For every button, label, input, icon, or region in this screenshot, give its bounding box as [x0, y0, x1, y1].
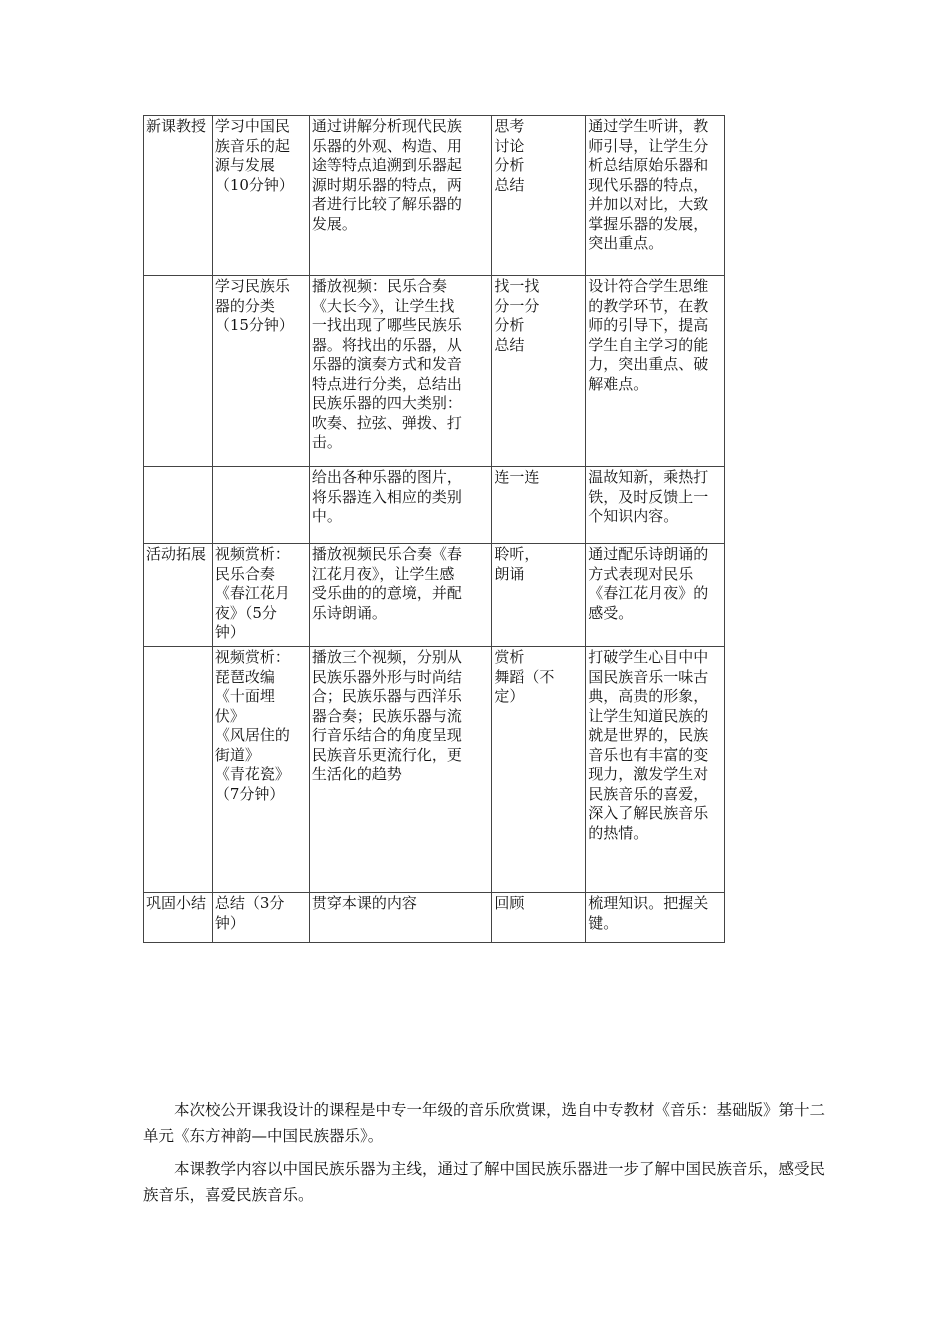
content-cell: 学习中国民 族音乐的起 源与发展 （10分钟） — [212, 116, 309, 276]
table-row — [144, 544, 725, 647]
content-cell: 视频赏析： 民乐合奏 《春江花月 夜》（5分 钟） — [212, 544, 309, 647]
student-activity-cell: 赏析 舞蹈（不 定） — [492, 647, 586, 893]
body-paragraph: 本次校公开课我设计的课程是中专一年级的音乐欣赏课，选自中专教材《音乐：基础版》第十二单元《东方神韵—中国民族器乐》。 — [143, 1101, 826, 1145]
student-activity-cell: 聆听， 朗诵 — [492, 544, 586, 647]
design-intent-cell: 梳理知识。把握关 键。 — [586, 893, 725, 943]
table-row — [144, 647, 725, 893]
content-cell: 学习民族乐 器的分类 （15分钟） — [212, 276, 309, 467]
content-cell: 视频赏析： 琵琶改编 《十面埋 伏》 《风居住的 街道》 《青花瓷》 （7分钟） — [212, 647, 309, 893]
table-row — [144, 276, 725, 467]
table-row — [144, 467, 725, 544]
content-cell: 总结（3分 钟） — [212, 893, 309, 943]
content-cell — [212, 467, 309, 544]
student-activity-cell: 回顾 — [492, 893, 586, 943]
design-intent-cell: 温故知新，乘热打 铁，及时反馈上一 个知识内容。 — [586, 467, 725, 544]
stage-cell — [144, 467, 213, 544]
design-intent-cell: 通过配乐诗朗诵的 方式表现对民乐 《春江花月夜》的 感受。 — [586, 544, 725, 647]
student-activity-cell: 找一找 分一分 分析 总结 — [492, 276, 586, 467]
table-row — [144, 116, 725, 276]
student-activity-cell: 思考 讨论 分析 总结 — [492, 116, 586, 276]
stage-cell: 巩固小结 — [144, 893, 213, 943]
teacher-activity-cell: 通过讲解分析现代民族 乐器的外观、构造、用 途等特点追溯到乐器起 源时期乐器的特点，两 者进行比较了解乐器的 发展。 — [309, 116, 492, 276]
stage-cell — [144, 647, 213, 893]
design-intent-cell: 打破学生心目中中 国民族音乐一味古 典，高贵的形象， 让学生知道民族的 就是世界的，民族 音乐也有丰富的变 现力，激发学生对 民族音乐的喜爱， 深入了解民族音乐 的热情。 — [586, 647, 725, 893]
design-intent-cell: 通过学生听讲，教 师引导，让学生分 析总结原始乐器和 现代乐器的特点， 并加以对比，大致 掌握乐器的发展， 突出重点。 — [586, 116, 725, 276]
stage-cell: 新课教授 — [144, 116, 213, 276]
teacher-activity-cell: 播放视频：民乐合奏 《大长今》，让学生找 一找出现了哪些民族乐 器。将找出的乐器，从 乐器的演奏方式和发音 特点进行分类，总结出 民族乐器的四大类别： 吹奏、拉弦、弹拨、打 击。 — [309, 276, 492, 467]
teacher-activity-cell: 给出各种乐器的图片， 将乐器连入相应的类别 中。 — [309, 467, 492, 544]
teacher-activity-cell: 播放视频民乐合奏《春 江花月夜》，让学生感 受乐曲的的意境，并配 乐诗朗诵。 — [309, 544, 492, 647]
stage-cell: 活动拓展 — [144, 544, 213, 647]
teacher-activity-cell: 播放三个视频，分别从 民族乐器外形与时尚结 合；民族乐器与西洋乐 器合奏；民族乐器与流 行音乐结合的角度呈现 民族音乐更流行化，更 生活化的趋势 — [309, 647, 492, 893]
table-row — [144, 893, 725, 943]
teacher-activity-cell: 贯穿本课的内容 — [309, 893, 492, 943]
design-intent-cell: 设计符合学生思维 的教学环节，在教 师的引导下，提高 学生自主学习的能 力，突出重点、破 解难点。 — [586, 276, 725, 467]
stage-cell — [144, 276, 213, 467]
body-paragraph: 本课教学内容以中国民族乐器为主线，通过了解中国民族乐器进一步了解中国民族音乐，感受民族音乐，喜爱民族音乐。 — [143, 1160, 826, 1204]
lesson-plan-table — [143, 115, 725, 943]
student-activity-cell: 连一连 — [492, 467, 586, 544]
